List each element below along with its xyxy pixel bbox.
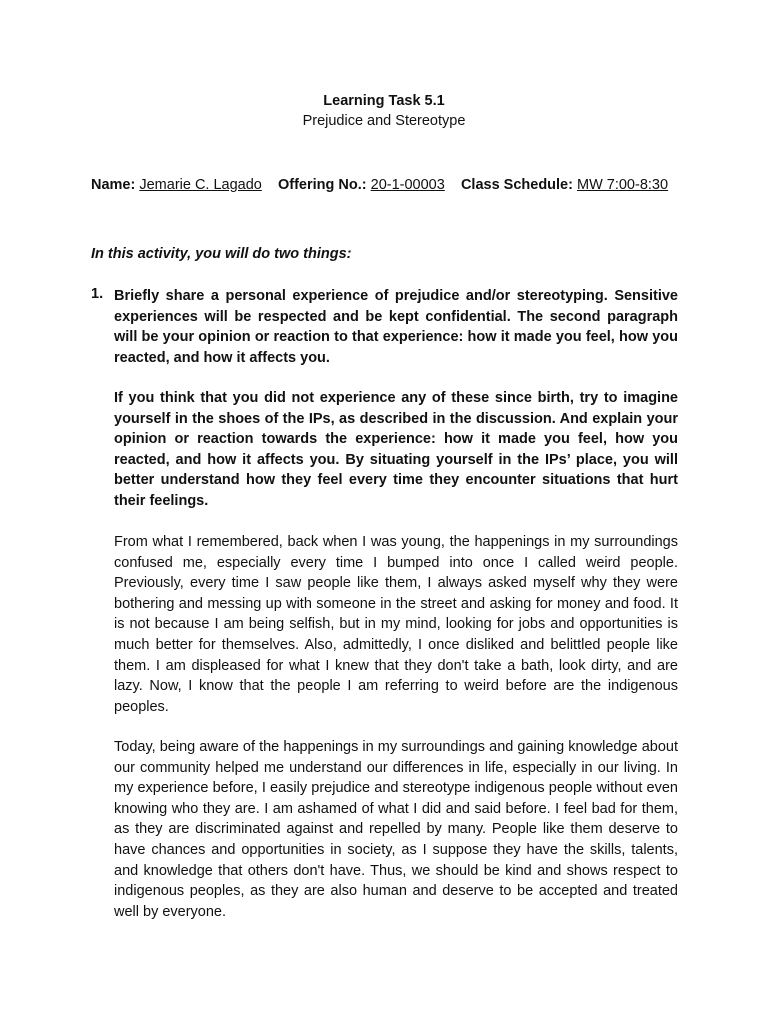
schedule-value: MW 7:00-8:30 — [576, 177, 669, 193]
name-value: Jemarie C. Lagado — [139, 177, 262, 193]
offering-label: Offering No.: — [278, 177, 367, 193]
list-item-number: 1. — [91, 286, 104, 302]
document-subtitle: Prejudice and Stereotype — [302, 113, 466, 129]
answer-paragraph-1: From what I remembered, back when I was young, the happenings in my surroundings confused me, especially every time I bumped into once I called weird people. Previously, every time I saw people like them, I always asked myself why they were bothering and messing up with someone in the street and asking for money and food. It is not because I am being selfish, but in my mind, looking for jobs and opportunities is much better for themselves. Also, admittedly, I once disliked and belittled people like them. I am displeased for what I knew that they don't take a bath, look dirty, and are lazy. Now, I know that the people I am referring to weird before are the indigenous peoples. — [114, 534, 678, 715]
instruction-paragraph-1: Briefly share a personal experience of prejudice and/or stereotyping. Sensitive experiences will be respected and be kept confidential. The second paragraph will be your opinion or reaction to that experience: how it made you feel, how you reacted, and how it affects you. — [114, 288, 678, 366]
answer-paragraph-2: Today, being aware of the happenings in my surroundings and gaining knowledge about our community helped me understand our differences in life, especially in our living. In my experience before, I easily prejudice and stereotype indigenous people without even knowing who they are. I am ashamed of what I did and said before. I feel bad for them, as they are discriminated against and repelled by many. People like them deserve to have chances and opportunities in society, as I suppose they have the skills, talents, and knowledge that others don't have. Thus, we should be kind and shows respect to indigenous peoples, as they are also human and deserve to be accepted and treated well by everyone. — [114, 739, 678, 920]
name-label: Name: — [91, 177, 136, 193]
student-info-line — [91, 175, 678, 196]
document-title: Learning Task 5.1 — [323, 93, 445, 109]
offering-value: 20-1-00003 — [370, 177, 445, 193]
instruction-paragraph-2: If you think that you did not experience any of these since birth, try to imagine yourself in the shoes of the IPs, as described in the discussion. And explain your opinion or reaction towards the experience: how it made you feel, how you reacted, and how it affects you. By situating yourself in the IPs’ place, you will better understand how they feel every time they encounter situations that hurt their feelings. — [114, 390, 678, 509]
schedule-label: Class Schedule: — [460, 177, 573, 193]
activity-intro: In this activity, you will do two things: — [91, 246, 352, 262]
